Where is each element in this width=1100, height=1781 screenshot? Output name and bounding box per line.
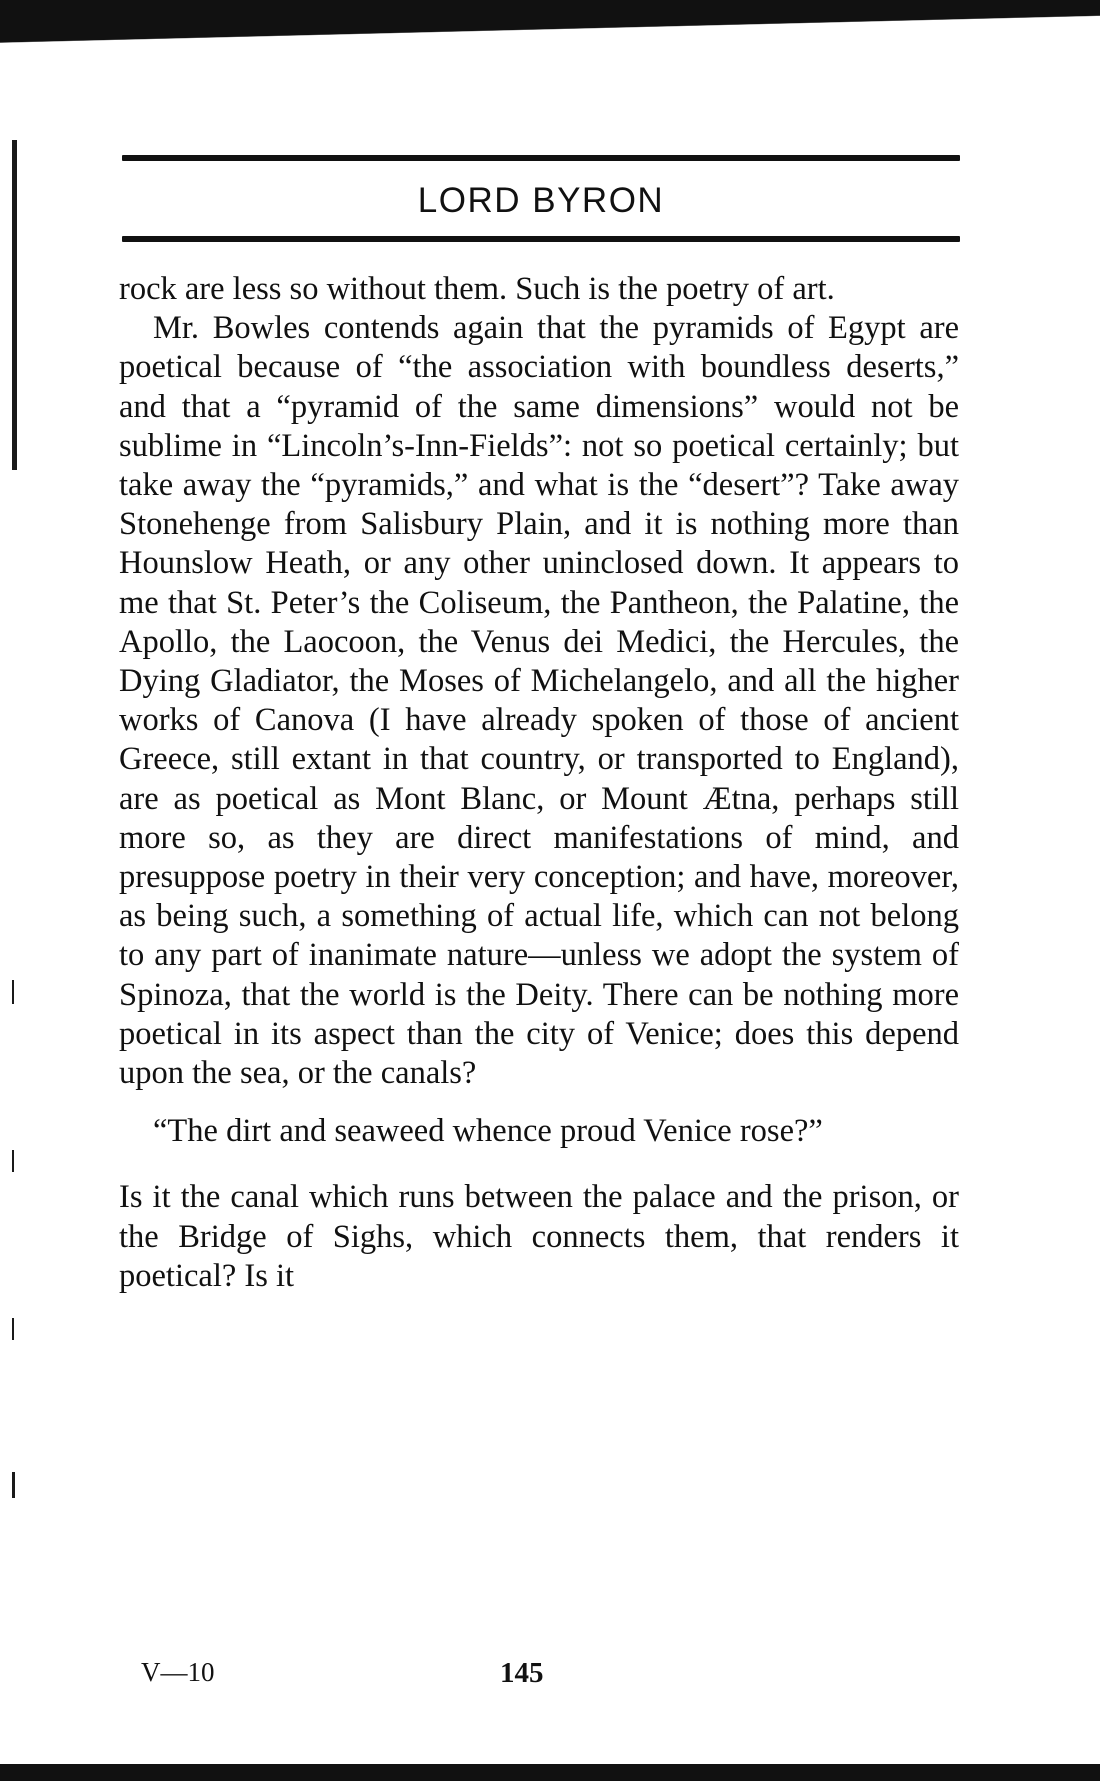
scan-gutter-mark: [12, 1150, 14, 1172]
page-number: 145: [500, 1657, 544, 1689]
scan-gutter-mark: [12, 980, 14, 1004]
scan-edge-top: [0, 0, 1100, 50]
scan-gutter-mark: [12, 1318, 14, 1340]
scan-edge-bottom: [0, 1764, 1100, 1781]
paragraph: Is it the canal which runs between the palace and the prison, or the Bridge of Sighs, which connects them, that renders it poetical? Is it: [119, 1179, 959, 1294]
running-head: LORD BYRON: [417, 181, 665, 220]
signature-mark: V—10: [141, 1657, 215, 1687]
header-rule-bottom: [122, 236, 960, 242]
paragraph: Mr. Bowles contends again that the pyramids of Egypt are poetical because of “the association with boundless deserts,” and that a “pyramid of the same dimensions” would not be sublime in “Lincoln’s-Inn-Fields”: not so poetical certainly; but take away the “pyramids,” and what is the “desert”? Take away Stonehenge from Salisbury Plain, and it is nothing more than Hounslow Heath, or any other uninclosed down. It appears to me that St. Peter’s the Coliseum, the Pantheon, the Palatine, the Apollo, the Laocoon, the Venus dei Medici, the Hercules, the Dying Gladiator, the Moses of Michelangelo, and all the higher works of Canova (I have already spoken of those of ancient Greece, still extant in that country, or transported to England), are as poetical as Mont Blanc, or Mount Ætna, perhaps still more so, as they are direct manifestations of mind, and presuppose poetry in their very conception; and have, moreover, as being such, a something of actual life, which can not belong to any part of inanimate nature—unless we adopt the system of Spinoza, that the world is the Deity. There can be nothing more poetical in its aspect than the city of Venice; does this depend upon the sea, or the canals?: [119, 310, 959, 1092]
header-rule-top: [122, 155, 960, 161]
block-quote: “The dirt and seaweed whence proud Venice rose?”: [153, 1113, 823, 1150]
scan-gutter-mark: [12, 1472, 15, 1498]
paragraph-continuation: rock are less so without them. Such is the poetry of art.: [119, 271, 835, 307]
scan-gutter-mark: [12, 140, 17, 470]
body-text: [119, 270, 959, 1296]
